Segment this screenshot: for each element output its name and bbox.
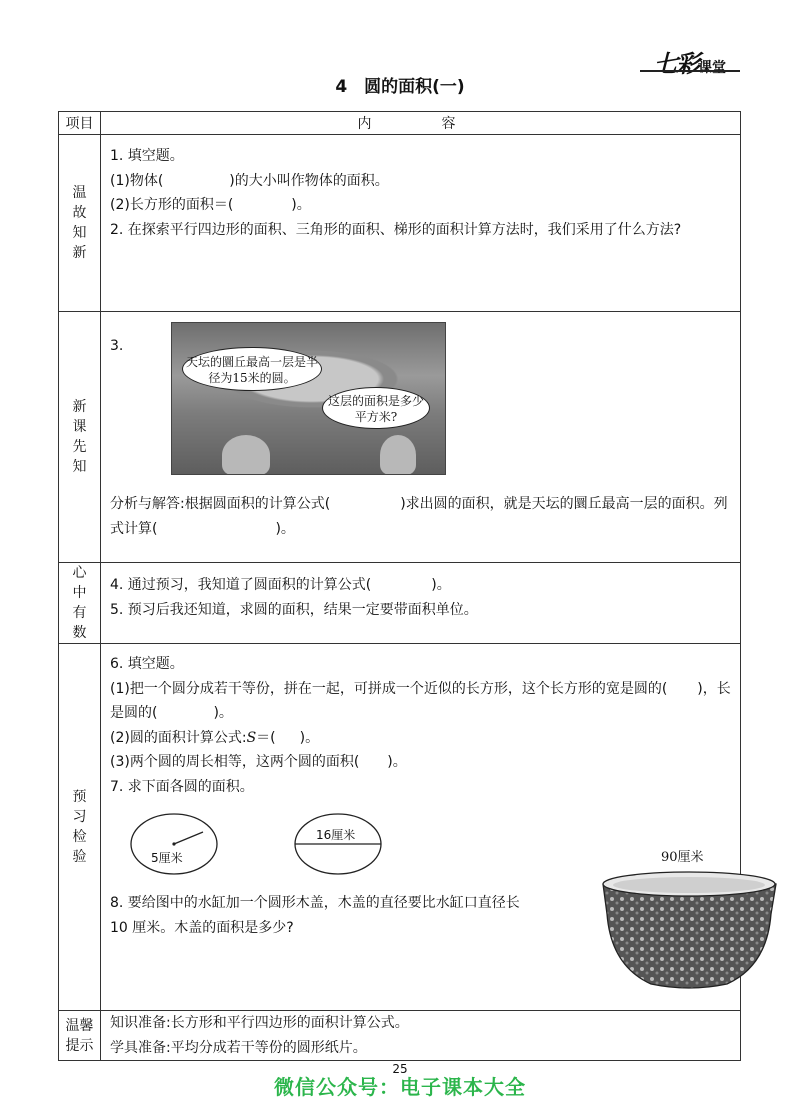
content-mind xyxy=(101,563,741,644)
worksheet-table xyxy=(58,111,741,1061)
row-check xyxy=(59,644,741,1011)
label-tips xyxy=(59,1011,101,1061)
logo-script: 七彩 xyxy=(654,49,698,78)
q2: 2. 在探索平行四边形的面积、三角形的面积、梯形的面积计算方法时，我们采用了什么方法? xyxy=(110,221,682,238)
tip-1: 知识准备:长方形和平行四边形的面积计算公式。 xyxy=(110,1015,409,1031)
q7-heading: 7. 求下面各圆的面积。 xyxy=(110,778,254,795)
circle-radius-figure xyxy=(127,812,221,876)
q6-3: (3)两个圆的周长相等，这两个圆的面积( )。 xyxy=(110,754,407,770)
q4: 4. 通过预习，我知道了圆面积的计算公式( )。 xyxy=(110,577,451,593)
q8: 8. 要给图中的水缸加一个圆形木盖，木盖的直径要比水缸口直径长 10 厘米。木盖的面积是多少? xyxy=(110,895,520,936)
label-check-text: 预习检验 xyxy=(72,789,87,865)
content-tips xyxy=(101,1011,741,1061)
watermark: 微信公众号：电子课本大全 xyxy=(274,1075,526,1099)
header-row xyxy=(59,112,741,135)
label-mind xyxy=(59,563,101,644)
q1-heading: 1. 填空题。 xyxy=(110,148,184,164)
label-check xyxy=(59,644,101,1011)
label-tips-text: 温馨提示 xyxy=(65,1017,94,1054)
q3-analysis: 分析与解答:根据圆面积的计算公式( )求出圆的面积，就是天坛的圜丘最高一层的面积。列式计算( )。 xyxy=(110,496,728,537)
tip-2: 学具准备:平均分成若干等份的圆形纸片。 xyxy=(110,1039,367,1056)
water-vat-image xyxy=(599,866,780,990)
content-review xyxy=(101,135,741,312)
q1-1: (1)物体( )的大小叫作物体的面积。 xyxy=(110,172,389,189)
row-review xyxy=(59,135,741,312)
page-title: 4 圆的面积(一) xyxy=(335,77,465,97)
page-number: 25 xyxy=(392,1062,408,1076)
q3-number: 3. xyxy=(110,338,124,354)
row-preview xyxy=(59,312,741,563)
row-tips xyxy=(59,1011,741,1061)
temple-photo xyxy=(171,322,446,475)
label-mind-text: 心中有数 xyxy=(72,565,87,641)
logo-rest: 课堂 xyxy=(698,60,726,76)
label-preview xyxy=(59,312,101,563)
row-mind xyxy=(59,563,741,644)
content-preview xyxy=(101,312,741,563)
label-review xyxy=(59,135,101,312)
content-check xyxy=(101,644,741,1011)
q6-2: (2)圆的面积计算公式:S＝( )。 xyxy=(110,729,320,746)
vat-label: 90厘米 xyxy=(661,850,704,865)
q1-2: (2)长方形的面积＝( )。 xyxy=(110,197,311,213)
circle-diameter-figure xyxy=(291,812,385,876)
speech-bubble-2: 这层的面积是多少平方米? xyxy=(322,387,430,429)
circle1-label: 5厘米 xyxy=(151,851,183,865)
q6-1: (1)把一个圆分成若干等份，拼在一起，可拼成一个近似的长方形，这个长方形的宽是圆的( )，长是圆的( )。 xyxy=(110,680,731,721)
label-preview-text: 新课先知 xyxy=(72,399,87,475)
header-content: 内 容 xyxy=(101,112,741,135)
header-item: 项目 xyxy=(59,112,101,135)
q6-heading: 6. 填空题。 xyxy=(110,656,184,672)
circle2-label: 16厘米 xyxy=(316,828,356,842)
q5: 5. 预习后我还知道，求圆的面积，结果一定要带面积单位。 xyxy=(110,601,478,618)
label-review-text: 温故知新 xyxy=(72,185,87,261)
speech-bubble-1: 天坛的圜丘最高一层是半径为15米的圆。 xyxy=(182,347,322,391)
